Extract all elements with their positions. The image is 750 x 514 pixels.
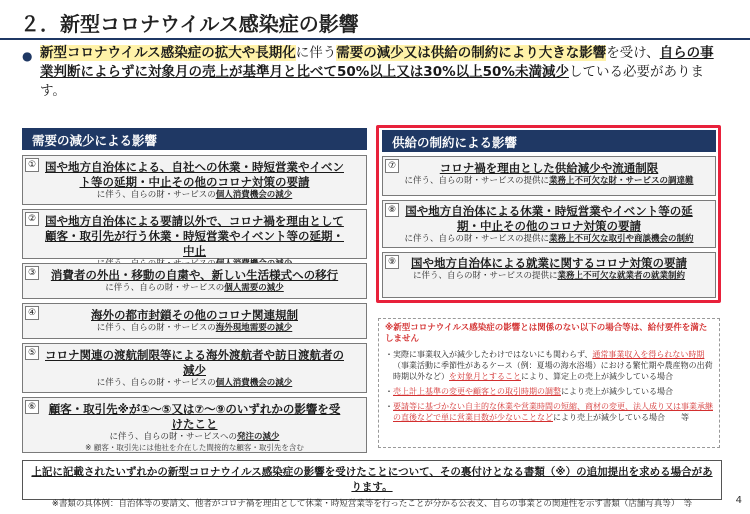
card-number: ③	[25, 266, 39, 280]
card-number: ⑤	[25, 346, 39, 360]
card-sub-text: に伴う、自らの財・サービスの個人消費機会の減少	[96, 378, 293, 388]
demand-card-2	[22, 209, 367, 259]
intro-part-4: を受け、	[606, 45, 660, 61]
card-note: ※ 顧客・取引先には他社を介在した間接的な顧客・取引先を含む	[85, 443, 304, 452]
notice-warning: ※新型コロナウイルス感染症の影響とは関係のない以下の場合等は、給付要件を満たしません	[385, 323, 708, 344]
demand-header: 需要の減少による影響	[22, 128, 367, 150]
requirement-sub-text: ※書類の具体例：自治体等の要請文、他者がコロナ禍を理由として休業・時短営業等を行ったことが分かる公表文、自らの事業との関連性を示す書類（店舗写真等） 等	[51, 499, 693, 509]
card-sub-text: に伴う、自らの財・サービスの提供に業務上不可欠な取引や商談機会の制約	[404, 234, 694, 244]
card-main-text: コロナ関連の渡航制限等による海外渡航者や訪日渡航者の減少	[45, 348, 344, 377]
notice-item-3: ・ 要請等に基づかない自主的な休業や営業時間の短縮、商材の変更、法人成り又は事業承継の直後などで単に営業日数が少ないことなどにより売上が減少している場合 等	[385, 402, 713, 422]
card-main-text: 海外の都市封鎖その他のコロナ関連規制	[91, 308, 298, 322]
card-main-text: コロナ禍を理由とした供給減少や流通制限	[439, 161, 659, 175]
intro-part-1: 新型コロナウイルス感染症の拡大や長期化	[40, 45, 296, 61]
page-title: ２．新型コロナウイルス感染症の影響	[20, 12, 359, 36]
supply-card-9	[382, 252, 716, 298]
card-sub-text: に伴う、自らの財・サービスの海外現地需要の減少	[96, 323, 293, 333]
bullet-icon: ●	[22, 49, 33, 63]
supply-header: 供給の制約による影響	[382, 130, 716, 152]
requirement-main-text: 上記に記載されたいずれかの新型コロナウイルス感染症の影響を受けたことについて、その裏付けとなる書類（※）の追加提出を求める場合があります。	[31, 466, 713, 493]
card-main-text: 国や地方自治体による就業に関するコロナ対策の要請	[411, 256, 687, 270]
exclusion-notice	[378, 318, 720, 448]
intro-part-3: 需要の減少又は供給の制約により大きな影響	[336, 45, 607, 61]
card-number: ⑧	[385, 203, 399, 217]
card-sub-text: に伴う、自らの財・サービスへの発注の減少	[109, 432, 280, 442]
card-main-text: 国や地方自治体による休業・時短営業やイベント等の延期・中止その他のコロナ対策の要請	[405, 204, 693, 233]
card-sub-text: に伴う、自らの財・サービスの提供に業務上不可欠な財・サービスの調達難	[404, 176, 694, 186]
intro-part-6: している必要があります。	[40, 64, 704, 99]
document-requirement-box	[22, 460, 722, 509]
card-main-text: 消費者の外出・移動の自粛や、新しい生活様式への移行	[50, 268, 339, 282]
demand-card-1	[22, 155, 367, 205]
card-number: ⑨	[385, 255, 399, 269]
card-number: ⑥	[25, 400, 39, 414]
card-main-text: 顧客・取引先※が①～⑤又は⑦～⑨のいずれかの影響を受けたこと	[48, 402, 341, 431]
card-sub-text: に伴う、自らの財・サービスの提供に業務上不可欠な就業者の就業制約	[412, 271, 686, 281]
intro-paragraph	[22, 44, 722, 101]
supply-card-8	[382, 200, 716, 248]
card-main-text: 国や地方自治体による要請以外で、コロナ禍を理由として顧客・取引先が行う休業・時短営業やイベント等の延期・中止	[45, 214, 344, 258]
card-number: ④	[25, 306, 39, 320]
demand-card-3	[22, 263, 367, 299]
card-number: ①	[25, 158, 39, 172]
intro-part-2: に伴う	[295, 45, 337, 61]
intro-part-5: 自らの事業判断によらずに対象月の売上が基準月と比べて50%以上又は30%以上50%未満減少	[40, 45, 714, 80]
card-sub-text: に伴う、自らの財・サービスの個人需要の減少	[105, 283, 284, 293]
supply-card-7	[382, 156, 716, 196]
demand-card-4	[22, 303, 367, 339]
page-number: 4	[735, 495, 742, 506]
card-number: ⑦	[385, 159, 399, 173]
demand-card-6	[22, 397, 367, 453]
card-main-text: 国や地方自治体による、自社への休業・時短営業やイベント等の延期・中止その他のコロナ対策の要請	[45, 160, 344, 189]
card-sub-text: に伴う、自らの財・サービスの個人消費機会の減少	[96, 190, 293, 200]
card-number: ②	[25, 212, 39, 226]
notice-item-2: ・ 売上計上基準の変更や顧客との取引時期の調整により売上が減少している場合	[385, 387, 673, 396]
demand-card-5	[22, 343, 367, 393]
notice-item-1: ・ 実際に事業収入が減少したわけではないにも関わらず、通常事業収入を得られない時期（事業活動に季節性があるケース（例：夏場の海水浴場）における繁忙期や農産物の出荷時期以外など）を対象月とすることにより、算定上の売上が減少している場合	[385, 350, 713, 381]
title-divider	[0, 38, 750, 40]
